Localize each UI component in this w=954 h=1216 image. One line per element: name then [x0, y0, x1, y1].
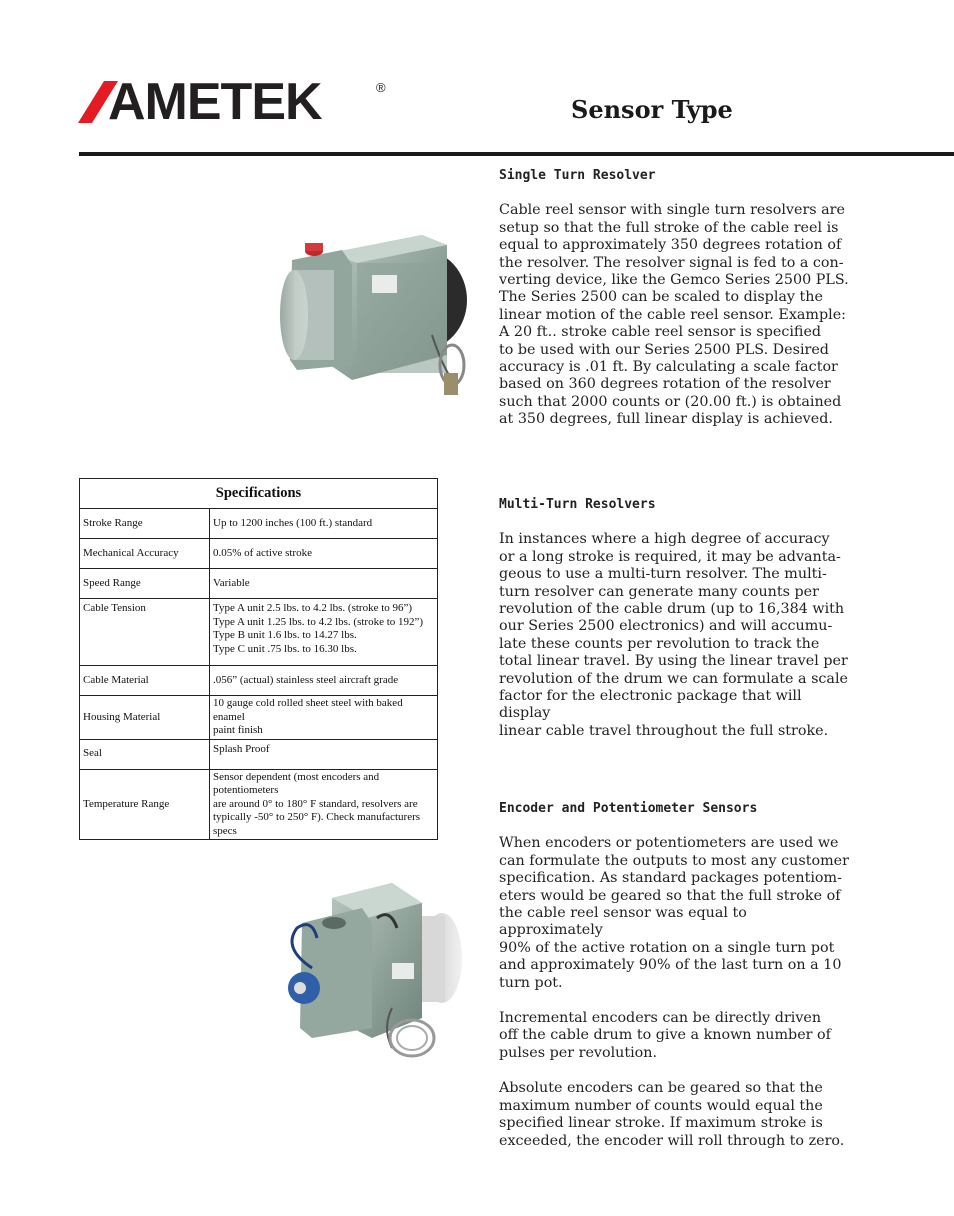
section-paragraph: In instances where a high degree of accuracy or a long stroke is required, it may be advanta- geous to use a multi-turn resolver. The multi- turn resolver can generate many counts per revolution of the cable drum (up to 16,384 with our Series 2500 electronics) and will accumu- late these counts per revolution to track the total linear travel. By using the linear travel per revolution of the drum we can formulate a scale factor for the electronic package that will display linear cable travel throughout the full stroke. [499, 531, 848, 739]
registered-mark: ® [376, 80, 386, 95]
spec-value: Up to 1200 inches (100 ft.) standard [210, 509, 438, 539]
table-row [80, 599, 438, 666]
spec-value: Splash Proof [210, 739, 438, 769]
section-paragraph: Incremental encoders can be directly driven off the cable drum to give a known number of pulses per revolution. [499, 1010, 831, 1061]
spec-value: 0.05% of active stroke [210, 539, 438, 569]
table-row [80, 666, 438, 696]
encoder-sensor-photo [272, 878, 467, 1068]
table-row [80, 509, 438, 539]
table-row [80, 739, 438, 769]
specifications-title: Specifications [80, 479, 438, 509]
logo-wordmark: AMETEK [108, 73, 322, 131]
section-paragraph: When encoders or potentiometers are used we can formulate the outputs to most any customer specification. As standard packages potentiom- eters would be geared so that the full stroke of the cable reel sensor was equal to approximately 90% of the active rotation on a single turn pot and approximately 90% of the last turn on a 10 turn pot. [499, 835, 849, 991]
ametek-logo [78, 73, 388, 131]
spec-value: Sensor dependent (most encoders and potentiometers are around 0° to 180° F standard, resolvers are typically -50° to 250° F). Check manufacturers specs [210, 769, 438, 840]
section-single-turn-resolver [499, 167, 849, 429]
table-row [80, 696, 438, 740]
spec-label: Housing Material [80, 696, 210, 740]
section-heading: Multi-Turn Resolvers [499, 497, 656, 512]
spec-label: Cable Tension [80, 599, 210, 666]
spec-label: Seal [80, 739, 210, 769]
section-paragraph: Absolute encoders can be geared so that the maximum number of counts would equal the specified linear stroke. If maximum stroke is exceeded, the encoder will roll through to zero. [499, 1080, 845, 1149]
table-row [80, 569, 438, 599]
spec-label: Cable Material [80, 666, 210, 696]
spec-label: Speed Range [80, 569, 210, 599]
section-heading: Encoder and Potentiometer Sensors [499, 801, 758, 816]
spec-value: Variable [210, 569, 438, 599]
section-encoder-potentiometer-sensors [499, 800, 849, 1150]
header-divider [79, 152, 954, 156]
spec-value: 10 gauge cold rolled sheet steel with baked enamel paint finish [210, 696, 438, 740]
table-row [80, 769, 438, 840]
cable-reel-sensor-photo [272, 205, 470, 400]
specifications-table [79, 478, 438, 840]
section-heading: Single Turn Resolver [499, 168, 656, 183]
section-multi-turn-resolvers [499, 496, 849, 740]
page-title: Sensor Type [571, 95, 733, 124]
spec-value: Type A unit 2.5 lbs. to 4.2 lbs. (stroke to 96”) Type A unit 1.25 lbs. to 4.2 lbs. (stroke to 192”) Type B unit 1.6 lbs. to 14.27 lbs. Type C unit .75 lbs. to 16.30 lbs. [210, 599, 438, 666]
section-paragraph: Cable reel sensor with single turn resolvers are setup so that the full stroke of the cable reel is equal to approximately 350 degrees rotation of the resolver. The resolver signal is fed to a con- verting device, like the Gemco Series 2500 PLS. The Series 2500 can be scaled to display the linear motion of the cable reel sensor. Example: A 20 ft.. stroke cable reel sensor is specified to be used with our Series 2500 PLS. Desired accuracy is .01 ft. By calculating a scale factor based on 360 degrees rotation of the resolver such that 2000 counts or (20.00 ft.) is obtained at 350 degrees, full linear display is achieved. [499, 202, 849, 428]
table-row [80, 539, 438, 569]
spec-label: Stroke Range [80, 509, 210, 539]
spec-value: .056” (actual) stainless steel aircraft grade [210, 666, 438, 696]
spec-label: Mechanical Accuracy [80, 539, 210, 569]
spec-label: Temperature Range [80, 769, 210, 840]
